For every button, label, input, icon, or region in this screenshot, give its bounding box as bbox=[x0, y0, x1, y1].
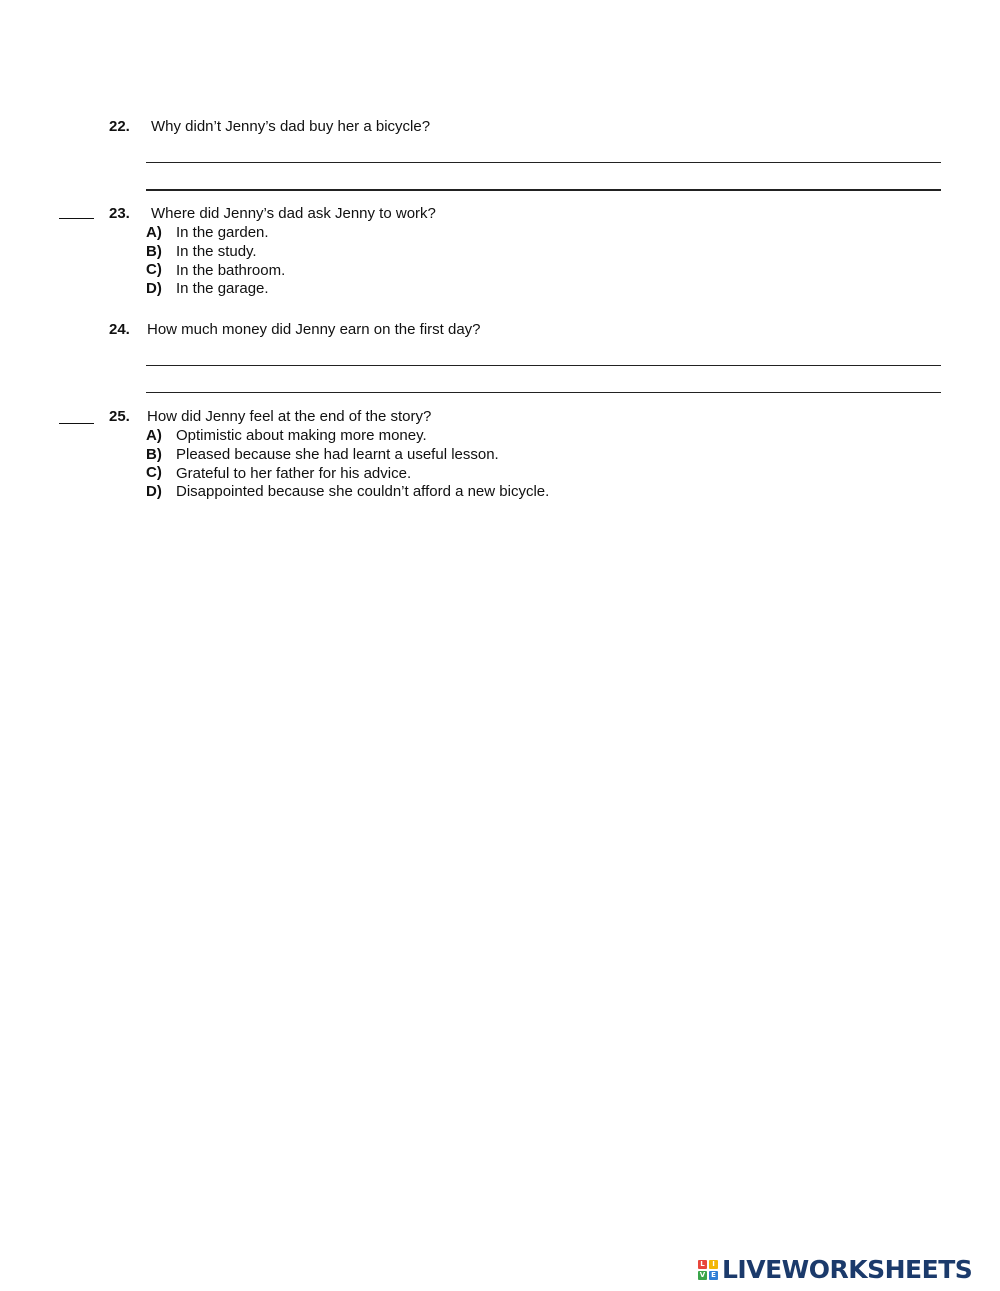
question-23-number: 23. bbox=[109, 205, 130, 222]
logo-block-i: I bbox=[709, 1260, 718, 1269]
question-25-number: 25. bbox=[109, 408, 130, 425]
question-25-text: How did Jenny feel at the end of the story? bbox=[147, 408, 432, 425]
logo-block-e: E bbox=[709, 1271, 718, 1280]
question-22-number: 22. bbox=[109, 118, 130, 135]
option-text-25-d: Disappointed because she couldn’t afford a new bicycle. bbox=[176, 483, 550, 500]
option-letter-23-a: A) bbox=[146, 224, 162, 241]
question-24-text: How much money did Jenny earn on the first day? bbox=[147, 321, 481, 338]
answer-blank-23[interactable] bbox=[59, 218, 94, 219]
option-letter-25-b: B) bbox=[146, 446, 162, 463]
logo-block-v: V bbox=[699, 1271, 706, 1279]
answer-line-22-1[interactable] bbox=[146, 162, 941, 163]
option-letter-25-d: D) bbox=[146, 483, 162, 500]
option-text-25-b: Pleased because she had learnt a useful lesson. bbox=[176, 446, 499, 463]
option-letter-23-b: B) bbox=[146, 243, 162, 260]
logo-text: LIVEWORKSHEETS bbox=[722, 1255, 973, 1284]
question-24-number: 24. bbox=[109, 321, 130, 338]
answer-line-24-1[interactable] bbox=[146, 365, 941, 366]
option-text-25-a: Optimistic about making more money. bbox=[176, 427, 427, 444]
answer-line-22-2[interactable] bbox=[146, 189, 941, 191]
option-text-23-c: In the bathroom. bbox=[176, 262, 286, 279]
option-text-23-a: In the garden. bbox=[176, 224, 269, 241]
option-letter-23-c: C) bbox=[146, 261, 162, 278]
option-letter-25-a: A) bbox=[146, 427, 162, 444]
option-letter-25-c: C) bbox=[146, 464, 162, 481]
question-23-text: Where did Jenny’s dad ask Jenny to work? bbox=[151, 205, 436, 222]
option-text-23-d: In the garage. bbox=[176, 280, 269, 297]
liveworksheets-logo bbox=[698, 1255, 972, 1285]
logo-blocks-icon bbox=[698, 1260, 718, 1280]
option-text-25-c: Grateful to her father for his advice. bbox=[176, 465, 412, 482]
answer-line-24-2[interactable] bbox=[146, 392, 941, 393]
answer-blank-25[interactable] bbox=[59, 423, 94, 424]
option-text-23-b: In the study. bbox=[176, 243, 257, 260]
question-22-text: Why didn’t Jenny’s dad buy her a bicycle? bbox=[151, 118, 431, 135]
option-letter-23-d: D) bbox=[146, 280, 162, 297]
logo-block-l: L bbox=[698, 1260, 707, 1269]
